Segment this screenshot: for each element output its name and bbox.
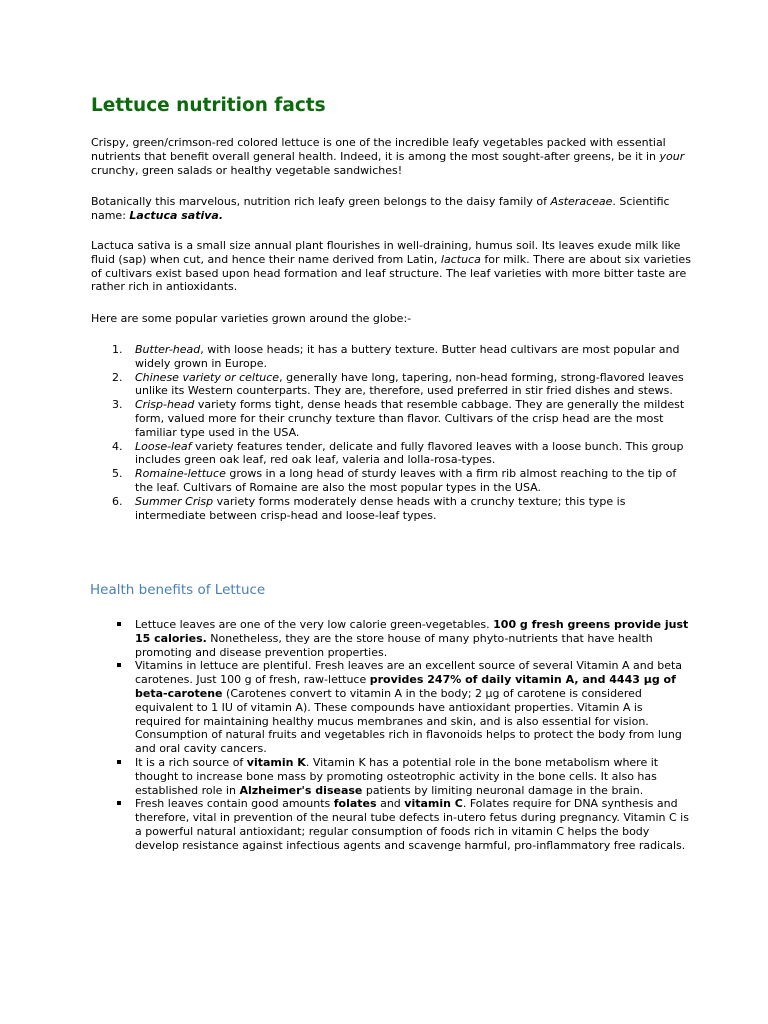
- intro-paragraph-3: Lactuca sativa is a small size annual plant flourishes in well-draining, humus soil. Its leaves exude milk like fluid (sap) when cut, and hence their name derived from Latin, lactuca for milk. There are about six varieties of cultivars exist based upon head formation and leaf structure. The leaf varieties with more bitter taste are rather rich in antioxidants.: [91, 239, 691, 294]
- list-item: Lettuce leaves are one of the very low calorie green-vegetables. 100 g fresh greens provide just 15 calories. Nonetheless, they are the store house of many phyto-nutrients that have health promoting and disease prevention properties.: [91, 618, 691, 659]
- variety-name: Loose-leaf: [135, 439, 192, 453]
- intro-paragraph-2: Botanically this marvelous, nutrition rich leafy green belongs to the daisy family of Asteraceae. Scientific name: Lactuca sativa.: [91, 195, 670, 222]
- list-item: 3. Crisp-head variety forms tight, dense heads that resemble cabbage. They are generally the mildest form, valued more for their crunchy texture than flavor. Cultivars of the crisp head are the most familiar type used in the USA.: [112, 398, 685, 439]
- list-item: It is a rich source of vitamin K. Vitamin K has a potential role in the bone metabolism where it thought to increase bone mass by promoting osteotrophic activity in the bone cells. It also has established role in Alzheimer's disease patients by limiting neuronal damage in the brain.: [91, 756, 691, 797]
- benefits-list: [91, 618, 691, 853]
- variety-name: Romaine-lettuce: [135, 467, 226, 481]
- variety-name: Chinese variety or celtuce: [135, 370, 280, 384]
- variety-name: Crisp-head: [135, 398, 195, 412]
- square-bullet-icon: [117, 622, 121, 626]
- varieties-list: [91, 343, 691, 522]
- intro-paragraph-4: Here are some popular varieties grown around the globe:-: [91, 312, 412, 325]
- page-title: Lettuce nutrition facts: [91, 95, 326, 116]
- list-item: Fresh leaves contain good amounts folates and vitamin C. Folates require for DNA synthesis and therefore, vital in prevention of the neural tube defects in-utero fetus during pregnancy. Vitamin C is a powerful natural antioxidant; regular consumption of foods rich in vitamin C helps the body develop resistance against infectious agents and scavenge harmful, pro-inflammatory free radicals.: [91, 797, 691, 852]
- list-item: 5. Romaine-lettuce grows in a long head of sturdy leaves with a firm rib almost reaching to the tip of the leaf. Cultivars of Romaine are also the most popular types in the USA.: [112, 467, 677, 494]
- list-item: 1. Butter-head, with loose heads; it has a buttery texture. Butter head cultivars are most popular and widely grown in Europe.: [112, 343, 680, 370]
- list-item: 4. Loose-leaf variety features tender, delicate and fully flavored leaves with a loose bunch. This group includes green oak leaf, red oak leaf, valeria and lolla-rosa-types.: [112, 439, 684, 467]
- square-bullet-icon: [117, 801, 121, 805]
- variety-name: Butter-head: [135, 343, 201, 356]
- section-heading-health: Health benefits of Lettuce: [90, 582, 266, 598]
- square-bullet-icon: [117, 663, 121, 667]
- list-item: 6. Summer Crisp variety forms moderately dense heads with a crunchy texture; this type is intermediate between crisp-head and loose-leaf types.: [112, 494, 626, 522]
- list-item: 2. Chinese variety or celtuce, generally have long, tapering, non-head forming, strong-flavored leaves unlike its Western counterparts. They are, therefore, used preferred in stir fried dishes and stews.: [112, 370, 684, 398]
- square-bullet-icon: [117, 760, 121, 764]
- intro-paragraph-1: Crispy, green/crimson-red colored lettuce is one of the incredible leafy vegetables packed with essential nutrients that benefit overall general health. Indeed, it is among the most sought-after greens, be it in your crunchy, green salads or healthy vegetable sandwiches!: [91, 136, 685, 177]
- list-item: Vitamins in lettuce are plentiful. Fresh leaves are an excellent source of several Vitamin A and beta carotenes. Just 100 g of fresh, raw-lettuce provides 247% of daily vitamin A, and 4443 µg of beta-carotene (Carotenes convert to vitamin A in the body; 2 µg of carotene is considered equivalent to 1 IU of vitamin A). These compounds have antioxidant properties. Vitamin A is required for maintaining healthy mucus membranes and skin, and is also essential for vision. Consumption of natural fruits and vegetables rich in flavonoids helps to protect the body from lung and oral cavity cancers.: [91, 659, 691, 756]
- variety-name: Summer Crisp: [135, 494, 214, 508]
